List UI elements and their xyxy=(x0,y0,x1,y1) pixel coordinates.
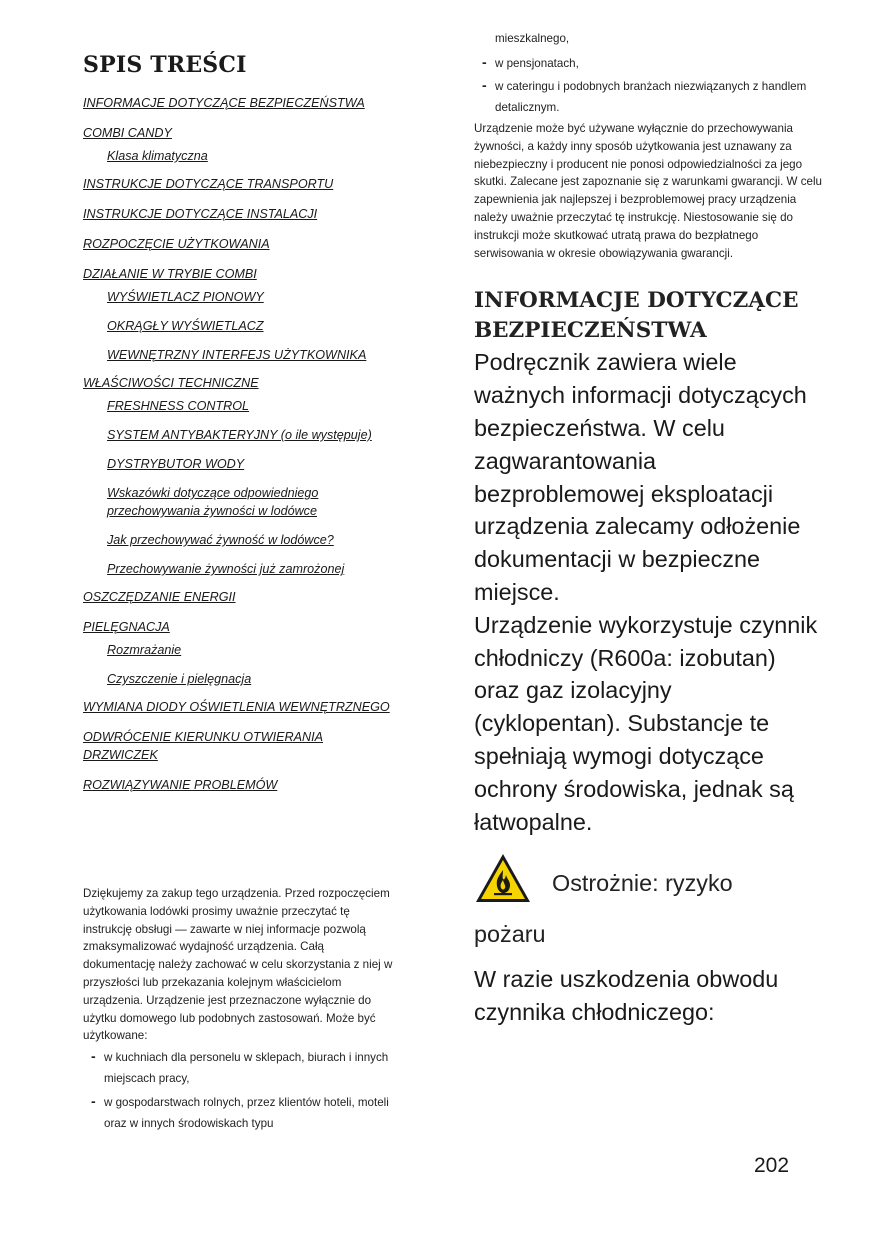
toc-link-frozen-food-storage[interactable]: Przechowywanie żywności już zamrożonej xyxy=(107,562,345,576)
list-item: - w kuchniach dla personelu w sklepach, biurach i innych miejscach pracy, xyxy=(91,1048,389,1086)
toc-link-food-storage-tips[interactable]: Wskazówki dotyczące odpowiedniego przechowywania żywności w lodówce xyxy=(107,486,319,518)
toc-link-internal-interface[interactable]: WEWNĘTRZNY INTERFEJS UŻYTKOWNIKA xyxy=(107,348,367,362)
toc-title: SPIS TREŚCI xyxy=(83,52,247,78)
usage-list-left xyxy=(83,1047,393,1134)
fire-warning xyxy=(474,852,824,918)
toc-link-troubleshooting[interactable]: ROZWIĄZYWANIE PROBLEMÓW xyxy=(83,778,278,792)
intro-paragraph: Dziękujemy za zakup tego urządzenia. Przed rozpoczęciem użytkowania lodówki prosimy uważnie przeczytać tę instrukcję obsługi — zawarte w niej informacje pozwolą zmaksymalizować wydajność urządzenia. Całą dokumentację należy zachować w celu skorzystania z niej w przyszłości lub przekazania kolejnym właścicielom urządzenia. Urządzenie jest przeznaczone wyłącznie do użytku domowego lub podobnych zastosowań. Może być użytkowane: xyxy=(83,887,393,1043)
bullet-dash: - xyxy=(482,77,487,93)
usage-note: Urządzenie może być używane wyłącznie do przechowywania żywności, a każdy inny sposób użytkowania jest uznawany za niebezpieczny i producent nie ponosi odpowiedzialności za jego skutki. Zalecane jest zapoznanie się z warunkami gwarancji. W celu zapewnienia jak najlepszej i bezproblemowej pracy urządzenia należy uważnie przeczytać tę instrukcję. Niestosowanie się do instrukcji może skutkować utratą prawa do bezpłatnego serwisowania w okresie obowiązywania gwarancji. xyxy=(474,122,822,260)
toc-link-safety-info[interactable]: INFORMACJE DOTYCZĄCE BEZPIECZEŃSTWA xyxy=(83,96,365,110)
toc-link-door-reversal[interactable]: ODWRÓCENIE KIERUNKU OTWIERANIA DRZWICZEK xyxy=(83,730,323,762)
toc-link-maintenance[interactable]: PIELĘGNACJA xyxy=(83,620,170,634)
page-number: 202 xyxy=(754,1154,790,1177)
warning-text: Ostrożnie: ryzyko xyxy=(552,870,733,897)
safety-paragraph-1: Podręcznik zawiera wiele ważnych informacji dotyczących bezpieczeństwa. W celu zagwarantowania bezproblemowej eksploatacji urządzenia zalecamy odłożenie dokumentacji w bezpieczne miejsce. xyxy=(474,349,807,605)
toc-link-how-to-store-food[interactable]: Jak przechowywać żywność w lodówce? xyxy=(107,533,334,547)
toc-link-round-display[interactable]: OKRĄGŁY WYŚWIETLACZ xyxy=(107,319,264,333)
toc-link-freshness-control[interactable]: FRESHNESS CONTROL xyxy=(107,399,250,413)
toc-link-installation-instructions[interactable]: INSTRUKCJE DOTYCZĄCE INSTALACJI xyxy=(83,207,318,221)
toc-link-energy-saving[interactable]: OSZCZĘDZANIE ENERGII xyxy=(83,590,236,604)
toc-link-combi-mode[interactable]: DZIAŁANIE W TRYBIE COMBI xyxy=(83,267,257,281)
bullet-dash: - xyxy=(91,1093,96,1110)
list-continuation: mieszkalnego, xyxy=(495,32,570,45)
safety-paragraph-2: Urządzenie wykorzystuje czynnik chłodniczy (R600a: izobutan) oraz gaz izolacyjny (cyklopentan). Substancje te spełniają wymogi dotyczące ochrony środowiska, jednak są łatwopalne. xyxy=(474,611,818,835)
toc-link-transport-instructions[interactable]: INSTRUKCJE DOTYCZĄCE TRANSPORTU xyxy=(83,177,334,191)
toc-link-defrosting[interactable]: Rozmrażanie xyxy=(107,643,182,657)
usage-list-right xyxy=(474,53,824,118)
list-item: - w pensjonatach, xyxy=(474,53,824,74)
intro-section xyxy=(83,885,393,1137)
toc-link-antibacterial-system[interactable]: SYSTEM ANTYBAKTERYJNY (o ile występuje) xyxy=(107,428,372,442)
warning-text-continued: pożaru xyxy=(474,921,546,948)
toc-link-cleaning-care[interactable]: Czyszczenie i pielęgnacja xyxy=(107,672,252,686)
table-of-contents xyxy=(83,52,398,806)
right-column xyxy=(474,28,824,1029)
bullet-dash: - xyxy=(91,1048,96,1065)
toc-list xyxy=(83,94,398,794)
list-item: - w gospodarstwach rolnych, przez klientów hoteli, moteli oraz w innych środowiskach typu xyxy=(91,1093,389,1131)
toc-link-led-replacement[interactable]: WYMIANA DIODY OŚWIETLENIA WEWNĘTRZNEGO xyxy=(83,700,390,714)
toc-link-vertical-display[interactable]: WYŚWIETLACZ PIONOWY xyxy=(107,290,264,304)
toc-link-combi-candy[interactable]: COMBI CANDY xyxy=(83,126,172,140)
toc-link-technical-features[interactable]: WŁAŚCIWOŚCI TECHNICZNE xyxy=(83,376,259,390)
toc-link-climate-class[interactable]: Klasa klimatyczna xyxy=(107,149,208,163)
toc-link-getting-started[interactable]: ROZPOCZĘCIE UŻYTKOWANIA xyxy=(83,237,270,251)
flammable-warning-icon xyxy=(474,852,532,904)
refrigerant-damage-text: W razie uszkodzenia obwodu czynnika chłodniczego: xyxy=(474,966,779,1025)
toc-link-water-dispenser[interactable]: DYSTRYBUTOR WODY xyxy=(107,457,245,471)
safety-heading: INFORMACJE DOTYCZĄCE BEZPIECZEŃSTWA xyxy=(474,288,799,344)
bullet-dash: - xyxy=(482,54,487,70)
list-item: - w cateringu i podobnych branżach niezwiązanych z handlem detalicznym. xyxy=(482,77,807,114)
